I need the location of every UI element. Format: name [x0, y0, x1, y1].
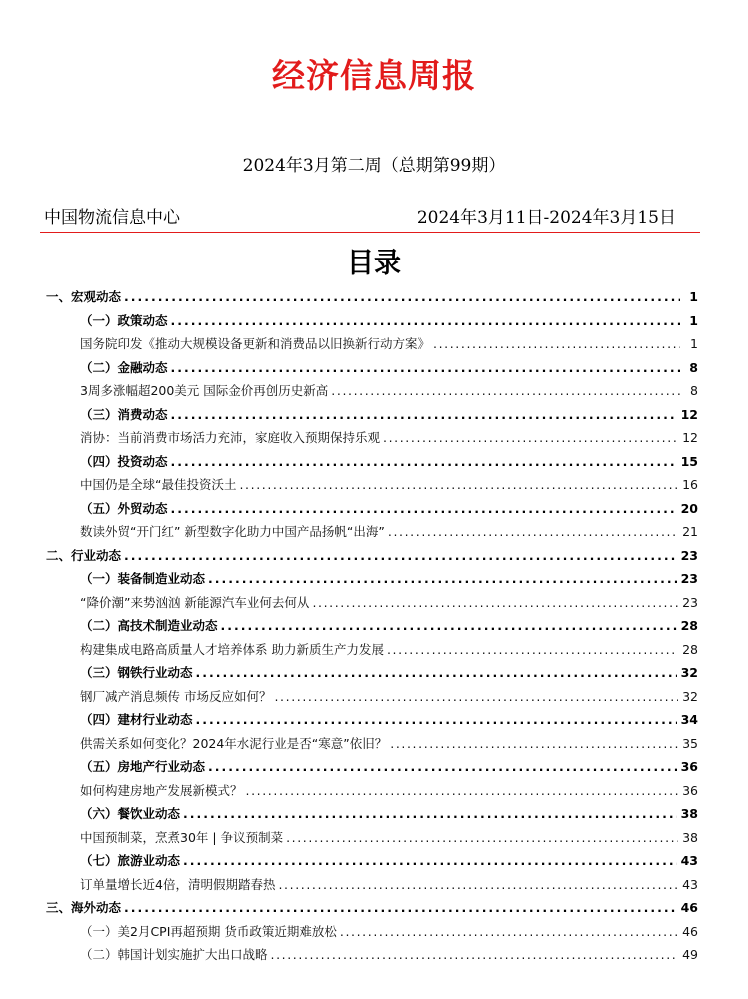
toc-page-number: 1 — [689, 289, 698, 304]
toc-page-number: 43 — [682, 876, 698, 892]
toc-subsection-entry[interactable] — [46, 661, 698, 685]
toc-dot-leader — [171, 403, 677, 427]
toc-entry-title: （一）政策动态 — [80, 312, 168, 328]
report-title: 经济信息周报 — [272, 56, 476, 95]
toc-entry-title: （六）餐饮业动态 — [80, 806, 181, 821]
toc-page-number: 32 — [682, 688, 698, 704]
toc-page-number: 43 — [680, 853, 698, 868]
toc-entry-title: （二）高技术制造业动态 — [80, 618, 218, 633]
toc-page-number: 8 — [689, 359, 698, 375]
toc-page-number: 36 — [682, 782, 698, 798]
toc-dot-leader — [383, 426, 678, 450]
toc-entry-title: （四）投资动态 — [80, 453, 168, 469]
toc-entry-title: 一、宏观动态 — [46, 289, 122, 304]
toc-subsection-entry[interactable] — [46, 497, 698, 521]
toc-page-number: 12 — [680, 406, 698, 422]
toc-entry-title: 三、海外动态 — [46, 900, 122, 915]
toc-page-number: 15 — [680, 453, 698, 469]
toc-entry-title: 供需关系如何变化？2024年水泥行业是否“寒意”依旧？ — [80, 735, 388, 751]
toc-dot-leader — [246, 779, 679, 803]
toc-dot-leader — [208, 567, 677, 591]
toc-dot-leader — [124, 544, 677, 568]
toc-dot-leader — [433, 332, 680, 356]
toc-entry-title: 中国仍是全球“最佳投资沃土 — [80, 477, 237, 492]
toc-entry-title: 国务院印发《推动大规模设备更新和消费品以旧换新行动方案》 — [80, 336, 431, 351]
toc-entry-title: 3周多涨幅超200美元 国际金价再创历史新高 — [80, 383, 329, 398]
toc-dot-leader — [124, 285, 680, 309]
toc-subsection-entry[interactable] — [46, 755, 698, 779]
toc-subsection-entry[interactable] — [46, 309, 698, 333]
toc-article-entry[interactable] — [46, 638, 698, 662]
organization-name: 中国物流信息中心 — [44, 208, 180, 228]
toc-page-number: 28 — [680, 618, 698, 633]
toc-entry-title: 数读外贸“开门红” 新型数字化助力中国产品扬帆“出海” — [80, 524, 385, 539]
toc-dot-leader — [340, 920, 678, 944]
toc-dot-leader — [331, 379, 680, 403]
toc-entry-title: （三）消费动态 — [80, 406, 168, 422]
date-range: 2024年3月11日-2024年3月15日 — [416, 208, 676, 228]
toc-dot-leader — [171, 309, 680, 333]
toc-dot-leader — [196, 661, 677, 685]
toc-subsection-entry[interactable] — [46, 708, 698, 732]
toc-subsection-entry[interactable] — [46, 849, 698, 873]
header-divider — [40, 232, 700, 233]
toc-article-entry[interactable] — [46, 732, 698, 756]
toc-dot-leader — [390, 732, 678, 756]
toc-article-entry[interactable] — [46, 826, 698, 850]
table-of-contents — [46, 285, 698, 967]
issue-line: 2024年3月第二周（总期第99期） — [242, 156, 506, 176]
toc-page-number: 36 — [680, 759, 698, 774]
toc-section-entry[interactable] — [46, 285, 698, 309]
toc-article-entry[interactable] — [46, 473, 698, 497]
toc-dot-leader — [183, 849, 677, 873]
toc-dot-leader — [183, 802, 677, 826]
toc-page-number: 8 — [690, 383, 698, 398]
toc-dot-leader — [124, 896, 677, 920]
toc-page-number: 21 — [682, 524, 698, 539]
toc-subsection-entry[interactable] — [46, 802, 698, 826]
toc-page-number: 34 — [680, 712, 698, 727]
toc-page-number: 32 — [680, 665, 698, 680]
toc-entry-title: （三）钢铁行业动态 — [80, 665, 193, 680]
toc-entry-title: （五）外贸动态 — [80, 500, 168, 516]
toc-entry-title: （二）韩国计划实施扩大出口战略 — [80, 947, 268, 962]
toc-entry-title: （一）美2月CPI再超预期 货币政策近期难放松 — [80, 923, 337, 939]
toc-page-number: 49 — [682, 947, 698, 962]
toc-page-number: 38 — [682, 829, 698, 845]
toc-dot-leader — [286, 826, 678, 850]
toc-article-entry[interactable] — [46, 873, 698, 897]
toc-section-entry[interactable] — [46, 896, 698, 920]
toc-dot-leader — [271, 943, 679, 967]
toc-dot-leader — [171, 356, 680, 380]
toc-entry-title: 订单量增长近4倍，清明假期踏春热 — [80, 876, 276, 892]
toc-subsection-entry[interactable] — [46, 403, 698, 427]
toc-entry-title: 中国预制菜，烹煮30年 | 争议预制菜 — [80, 829, 284, 845]
toc-dot-leader — [239, 473, 678, 497]
toc-dot-leader — [312, 591, 678, 615]
toc-dot-leader — [171, 497, 677, 521]
toc-subsection-entry[interactable] — [46, 567, 698, 591]
toc-entry-title: 二、行业动态 — [46, 547, 122, 563]
toc-article-entry[interactable] — [46, 685, 698, 709]
toc-article-entry[interactable] — [46, 332, 698, 356]
toc-page-number: 46 — [680, 900, 698, 915]
toc-page-number: 16 — [682, 477, 698, 492]
toc-page-number: 38 — [680, 806, 698, 821]
toc-heading: 目录 — [347, 248, 401, 279]
toc-page-number: 46 — [682, 923, 698, 939]
toc-page-number: 20 — [680, 500, 698, 516]
toc-entry-title: “降价潮”来势汹汹 新能源汽车业何去何从 — [80, 594, 310, 610]
toc-dot-leader — [221, 614, 677, 638]
toc-entry-title: （四）建材行业动态 — [80, 712, 193, 727]
toc-page-number: 1 — [690, 336, 698, 351]
toc-subsection-entry[interactable] — [46, 356, 698, 380]
toc-page-number: 23 — [682, 594, 698, 610]
toc-article-entry[interactable] — [46, 379, 698, 403]
toc-page-number: 23 — [680, 547, 698, 563]
toc-entry-title: 如何构建房地产发展新模式？ — [80, 782, 243, 798]
toc-dot-leader — [208, 755, 677, 779]
toc-article-entry[interactable] — [46, 591, 698, 615]
toc-entry-title: （一）装备制造业动态 — [80, 571, 206, 586]
toc-entry-title: （二）金融动态 — [80, 359, 168, 375]
toc-dot-leader — [196, 708, 677, 732]
toc-dot-leader — [274, 685, 678, 709]
toc-section-entry[interactable] — [46, 544, 698, 568]
toc-article-entry[interactable] — [46, 920, 698, 944]
toc-subsection-entry[interactable] — [46, 614, 698, 638]
toc-page-number: 23 — [680, 571, 698, 586]
toc-dot-leader — [171, 450, 677, 474]
toc-page-number: 12 — [682, 430, 698, 445]
toc-dot-leader — [387, 638, 678, 662]
toc-article-entry[interactable] — [46, 779, 698, 803]
toc-entry-title: 消协：当前消费市场活力充沛，家庭收入预期保持乐观 — [80, 430, 381, 445]
toc-subsection-entry[interactable] — [46, 450, 698, 474]
toc-dot-leader — [388, 520, 678, 544]
toc-article-entry[interactable] — [46, 520, 698, 544]
toc-article-entry[interactable] — [46, 943, 698, 967]
toc-entry-title: 钢厂减产消息频传 市场反应如何？ — [80, 688, 272, 704]
toc-page-number: 35 — [682, 735, 698, 751]
toc-entry-title: （七）旅游业动态 — [80, 853, 181, 868]
toc-page-number: 28 — [682, 641, 698, 657]
toc-entry-title: 构建集成电路高质量人才培养体系 助力新质生产力发展 — [80, 641, 384, 657]
toc-entry-title: （五）房地产行业动态 — [80, 759, 206, 774]
toc-dot-leader — [278, 873, 678, 897]
toc-page-number: 1 — [689, 312, 698, 328]
toc-article-entry[interactable] — [46, 426, 698, 450]
